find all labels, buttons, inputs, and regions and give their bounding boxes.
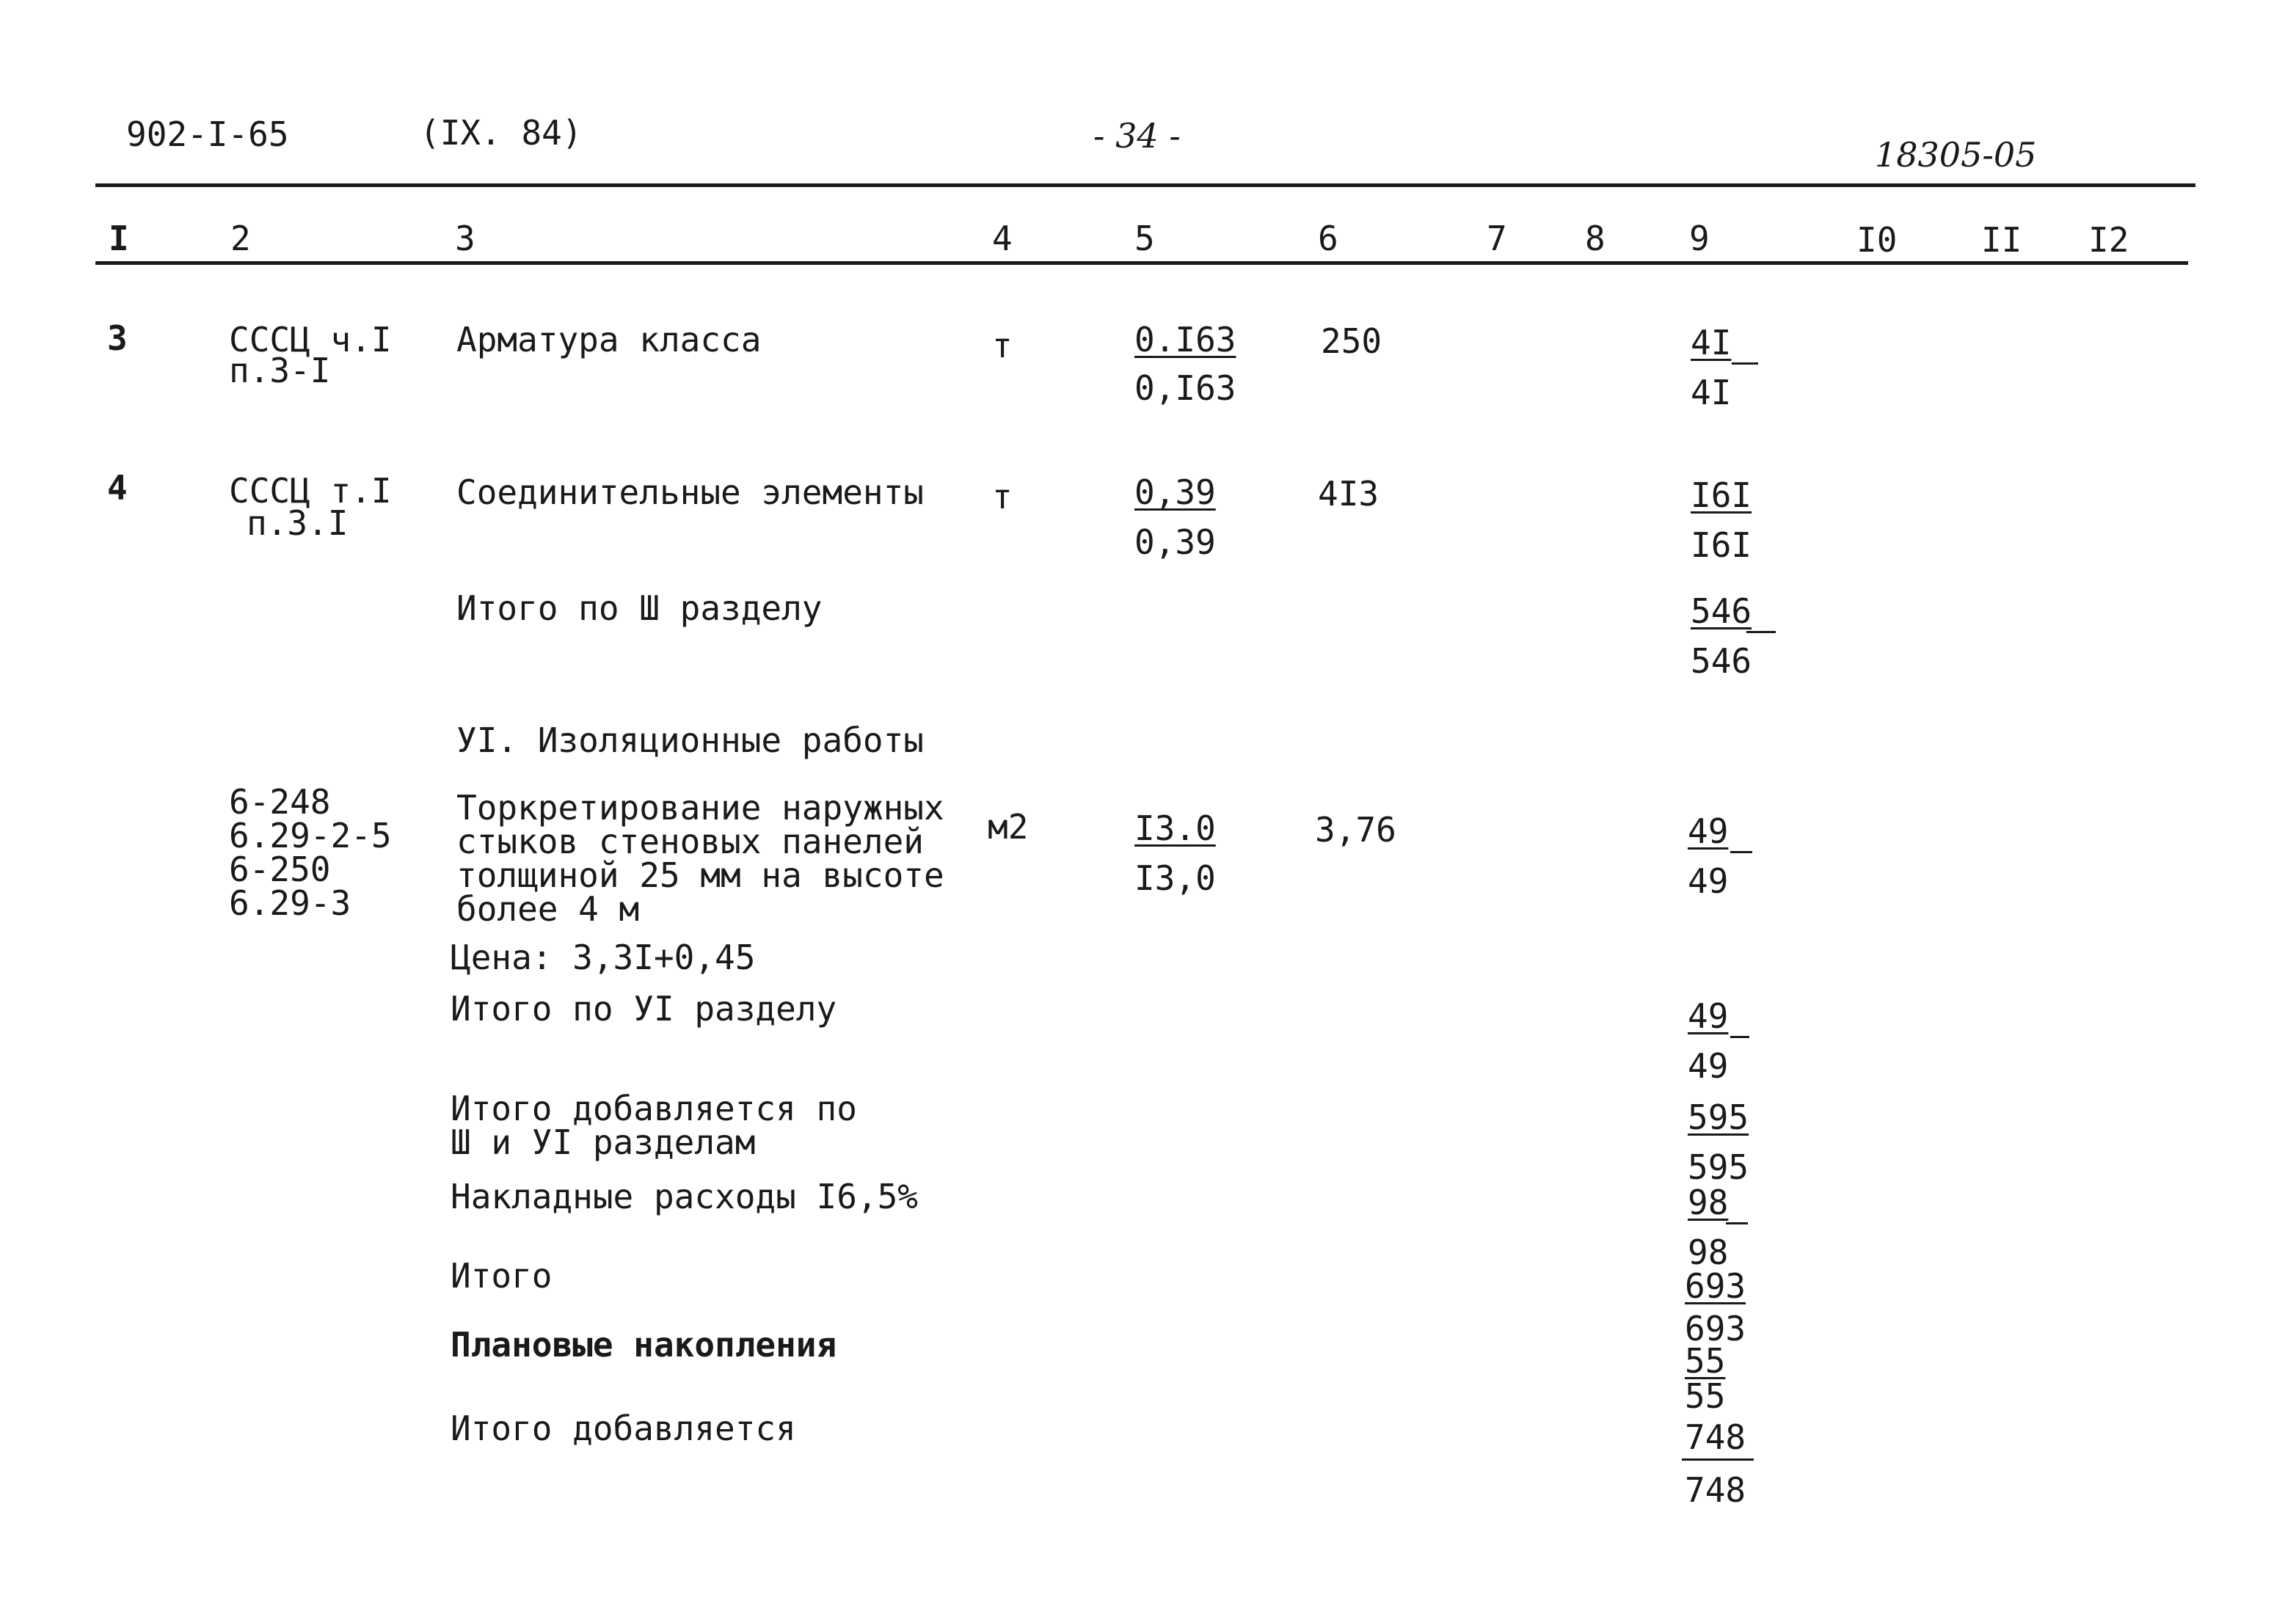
section-title: УI. Изоляционные работы (456, 720, 924, 760)
column-header: I2 (2088, 220, 2129, 260)
total-bottom: I6I (1691, 525, 1752, 565)
item-name: Торкретирование наружных (456, 788, 944, 828)
total-top: I6I (1691, 475, 1752, 515)
summary-label: Итого (451, 1256, 553, 1296)
row-number: 4 (107, 468, 128, 508)
summary-label: Плановые накопления (451, 1325, 837, 1365)
unit: т (992, 326, 1013, 365)
column-header: 9 (1689, 219, 1710, 258)
subtotal-label: Итого по Ш разделу (456, 588, 823, 628)
date-note: (IX. 84) (420, 113, 583, 153)
column-header: 7 (1487, 219, 1507, 258)
total-bottom: 49 (1688, 861, 1729, 901)
archive-number: 18305-05 (1875, 135, 2037, 175)
total-bottom: 595 (1688, 1147, 1749, 1187)
quantity-bottom: I3,0 (1134, 858, 1216, 898)
item-name: толщиной 25 мм на высоте (456, 855, 944, 895)
rate-code: 6-250 (229, 850, 331, 889)
column-header: 4 (992, 219, 1013, 258)
rate-code: п.3-I (229, 351, 331, 390)
unit-price: 3,76 (1315, 810, 1396, 850)
header-top-rule (95, 183, 2195, 187)
total-bottom: 546 (1691, 641, 1752, 681)
total-top: 748 (1685, 1417, 1746, 1457)
underline-tail (1730, 1036, 1749, 1038)
column-header: 5 (1134, 219, 1155, 258)
column-header: 6 (1318, 219, 1338, 258)
total-top: 55 (1685, 1341, 1726, 1381)
underline-tail (1746, 631, 1776, 633)
column-header: II (1981, 220, 2022, 260)
item-name: более 4 м (456, 889, 640, 929)
total-bottom: 693 (1685, 1309, 1746, 1348)
unit: м2 (988, 807, 1029, 847)
total-top: 4I (1691, 323, 1732, 362)
row-number: 3 (107, 318, 128, 358)
column-header: I (109, 219, 129, 258)
underline-tail (1732, 362, 1758, 365)
price-note: Цена: 3,3I+0,45 (451, 938, 756, 977)
total-top: 546 (1691, 591, 1752, 631)
summary-label: Ш и УI разделам (451, 1122, 756, 1162)
document-code: 902-I-65 (126, 114, 289, 154)
subtotal-label: Итого по УI разделу (451, 989, 837, 1029)
header-bottom-rule (95, 261, 2188, 265)
rate-code: СССЦ т.I (229, 471, 392, 511)
quantity-top: 0,39 (1134, 472, 1216, 512)
total-bottom: 98 (1688, 1233, 1729, 1272)
quantity-top: I3.0 (1134, 808, 1216, 848)
total-bottom: 55 (1685, 1376, 1726, 1416)
item-name: Соединительные элементы (456, 472, 924, 512)
rate-code: п.3.I (247, 503, 349, 543)
quantity-bottom: 0,39 (1134, 522, 1216, 562)
unit: т (992, 477, 1013, 516)
total-top: 49 (1688, 996, 1729, 1036)
unit-price: 250 (1321, 321, 1382, 361)
item-name: стыков стеновых панелей (456, 822, 924, 861)
rate-code: 6.29-2-5 (229, 816, 392, 855)
unit-price: 4I3 (1318, 474, 1380, 514)
item-name: Арматура класса (456, 320, 762, 359)
total-top: 49 (1688, 811, 1729, 851)
total-top: 595 (1688, 1098, 1749, 1137)
total-bottom: 748 (1685, 1470, 1746, 1510)
column-header: 2 (230, 219, 251, 258)
quantity-bottom: 0,I63 (1134, 368, 1236, 408)
page-number: - 34 - (1093, 116, 1181, 156)
quantity-top: 0.I63 (1134, 320, 1236, 359)
column-header: I0 (1856, 220, 1898, 260)
column-header: 3 (455, 219, 475, 258)
underline-tail (1726, 1222, 1748, 1224)
rate-code: 6-248 (229, 782, 331, 822)
total-underline (1682, 1458, 1754, 1461)
total-top: 98 (1688, 1183, 1729, 1222)
summary-label: Итого добавляется (451, 1409, 796, 1448)
rate-code: СССЦ ч.I (229, 320, 392, 359)
total-top: 693 (1685, 1266, 1746, 1306)
summary-label: Накладные расходы I6,5% (451, 1177, 918, 1216)
total-bottom: 4I (1691, 373, 1732, 412)
rate-code: 6.29-3 (229, 883, 351, 923)
underline-tail (1730, 851, 1752, 853)
column-header: 8 (1585, 219, 1606, 258)
total-bottom: 49 (1688, 1046, 1729, 1086)
summary-label: Итого добавляется по (451, 1089, 857, 1128)
